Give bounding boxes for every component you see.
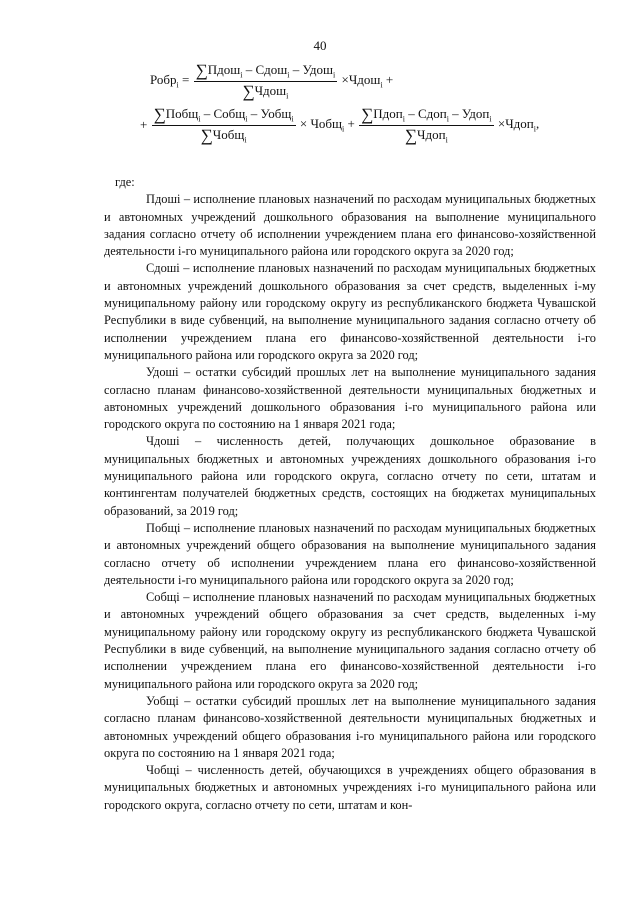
fraction-numerator: ∑Пдоп$_i$ – Сдоп$_i$ – Удоп$_i$ bbox=[361, 105, 492, 124]
definition-paragraph: Уобщi – остатки субсидий прошлых лет на выполнение муниципального задания согласно планам финансово-хозяйственной деятельности муниципальных бюджетных и автономных учреждений общего образования i-го муниципального района или городского округа по состоянию на 1 января 2021 года; bbox=[104, 693, 596, 760]
definition-paragraph: Удошi – остатки субсидий прошлых лет на выполнение муниципального задания согласно планам финансово-хозяйственной деятельности муниципальных бюджетных и автономных учреждений дошкольного образования i-го муниципального района или городского округа по состоянию на 1 января 2021 года; bbox=[104, 365, 596, 432]
formula-lhs: Робр$_i$ = bbox=[150, 72, 190, 90]
where-label: где: bbox=[115, 175, 135, 189]
formula-multiplier: × Чобщ$_i$ + bbox=[299, 116, 355, 134]
formula-line-1 bbox=[150, 62, 393, 100]
definition-paragraph: Чобщi – численность детей, обучающихся в учреждениях общего образования в муниципальных бюджетных и автономных учреждениях i-го муниципального района или городского округа, согласно отчету по сети, штатам и кон- bbox=[104, 763, 596, 812]
fraction-numerator: ∑Пдош$_i$ – Сдош$_i$ – Удош$_i$ bbox=[195, 61, 336, 80]
fraction-obsh bbox=[152, 106, 296, 144]
fraction-denominator: ∑Чобщ$_i$ bbox=[200, 125, 247, 145]
definition-paragraph: Пдошi – исполнение плановых назначений по расходам муниципальных бюджетных и автономных учреждений дошкольного образования на выполнение муниципального задания согласно отчету об исполнении учреждением плана его финансово-хозяйственной деятельности i-го муниципального района или городского округа за 2020 год; bbox=[104, 192, 596, 259]
definition-paragraph: Чдошi – численность детей, получающих дошкольное образование в муниципальных бюджетных и автономных учреждениях дошкольного образования i-го муниципального района или городского округа, согласно отчету по сети, штатам и контингентам получателей бюджетных средств, состоящих на бюджетах муниципальных образований, за 2019 год; bbox=[104, 434, 596, 518]
fraction-dop bbox=[359, 106, 494, 144]
fraction-dosh bbox=[194, 62, 338, 100]
definition-paragraph: Сдошi – исполнение плановых назначений по расходам муниципальных бюджетных и автономных учреждений дошкольного образования за счет средств, выделенных i-му муниципальному району или городскому округу из республиканского бюджета Чувашской Республики в виде субвенций, на выполнение муниципального задания согласно отчету об исполнении учреждением плана его финансово-хозяйственной деятельности i-го муниципального района или городского округа за 2020 год; bbox=[104, 261, 596, 362]
page-number: 40 bbox=[313, 38, 327, 53]
fraction-numerator: ∑Побщ$_i$ – Собщ$_i$ – Уобщ$_i$ bbox=[153, 105, 294, 124]
formula-plus: + bbox=[140, 117, 148, 133]
fraction-denominator: ∑Чдош$_i$ bbox=[242, 81, 289, 101]
formula-multiplier: ×Чдош$_i$ + bbox=[341, 72, 394, 90]
definition-paragraph: Собщi – исполнение плановых назначений по расходам муниципальных бюджетных и автономных учреждений общего образования за счет средств, выделенных i-му муниципальному району или городскому округу из республиканского бюджета Чувашской Республики в виде субвенций, на выполнение муниципального задания согласно отчету об исполнении учреждением плана его финансово-хозяйственной деятельности i-го муниципального района или городского округа за 2020 год; bbox=[104, 590, 596, 691]
definition-paragraph: Побщi – исполнение плановых назначений по расходам муниципальных бюджетных и автономных учреждений общего образования на выполнение муниципального задания согласно отчету об исполнении учреждением плана его финансово-хозяйственной деятельности i-го муниципального района или городского округа за 2020 год; bbox=[104, 520, 596, 587]
formula-line-2 bbox=[140, 106, 539, 144]
formula-multiplier: ×Чдоп$_i$, bbox=[497, 116, 540, 134]
fraction-denominator: ∑Чдоп$_i$ bbox=[404, 125, 448, 145]
definitions-text bbox=[104, 174, 596, 814]
